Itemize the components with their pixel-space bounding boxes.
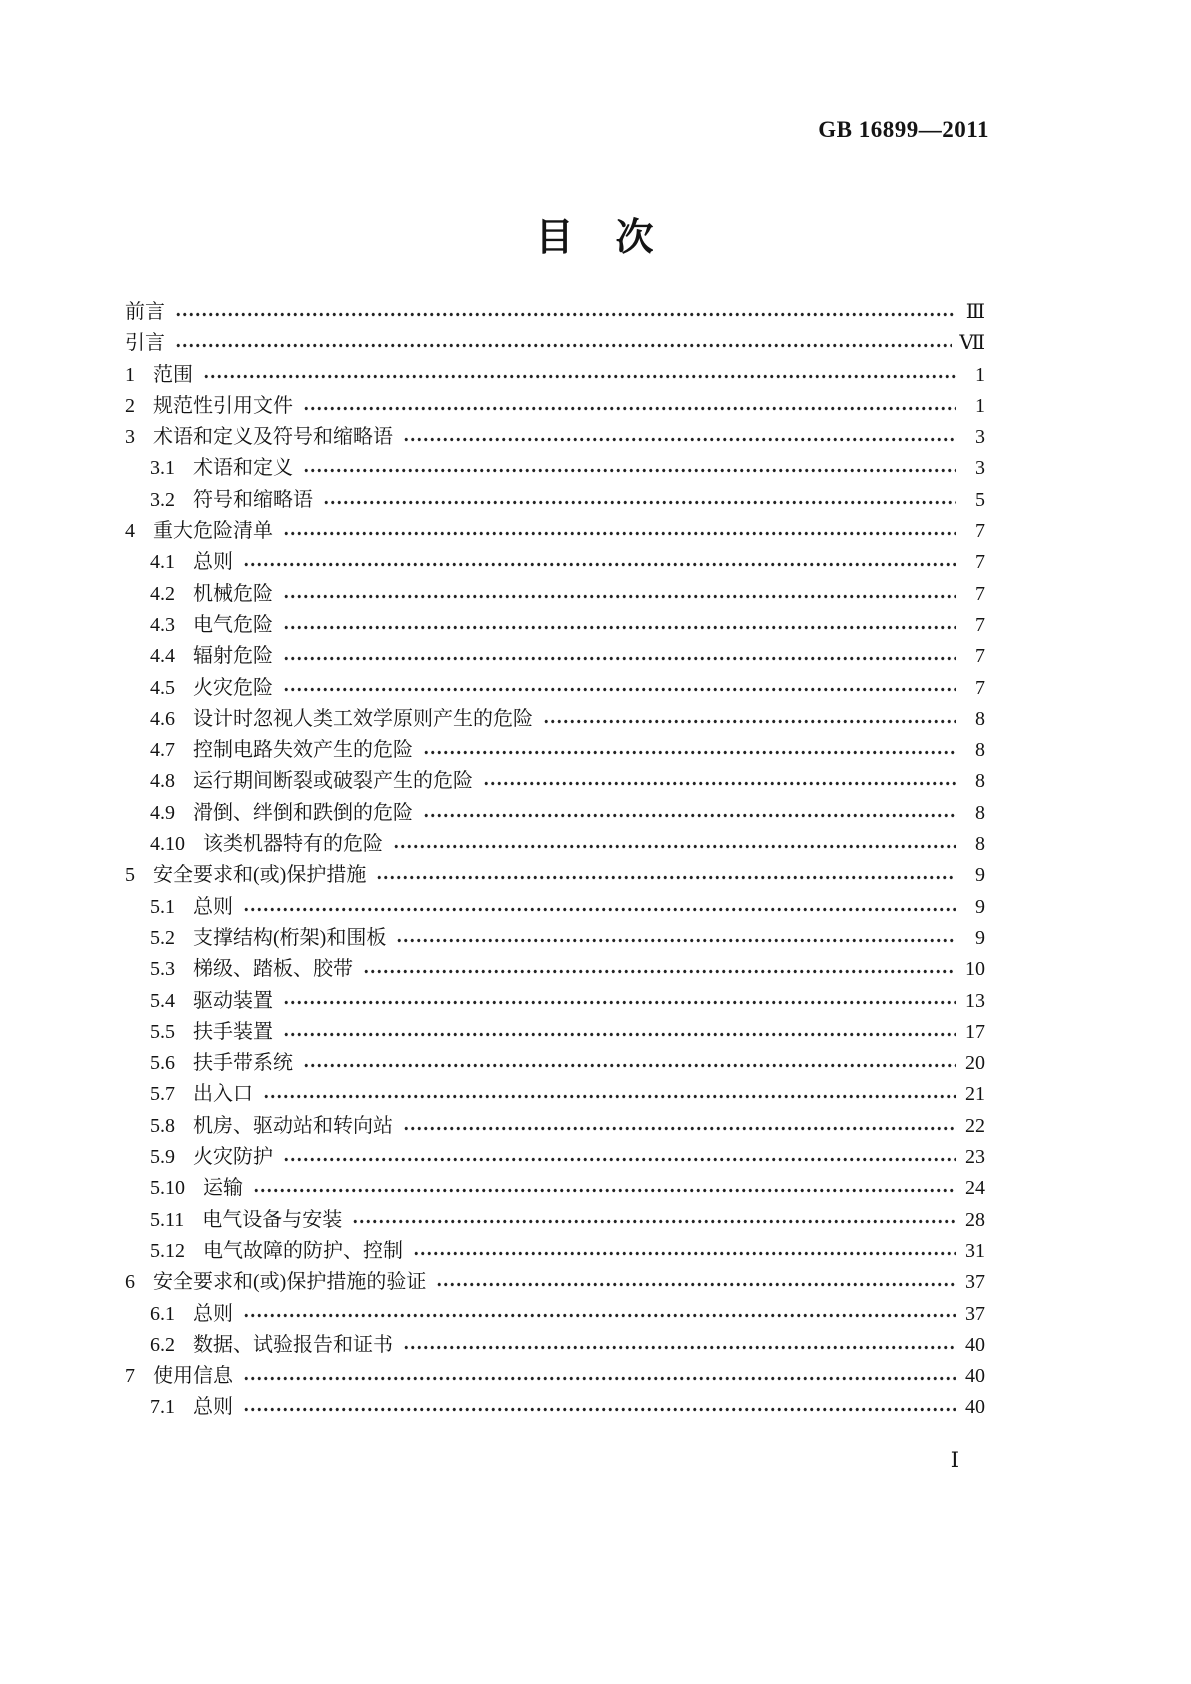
toc-entry-title: 支撑结构(桁架)和围板 [193,926,387,949]
dotted-leader [376,860,956,891]
toc-entry-number: 6 [125,1271,135,1294]
toc-entry-page: 8 [975,739,985,762]
toc-entry-title: 引言 [125,332,165,355]
dotted-leader [175,328,952,359]
toc-list [125,297,985,1424]
toc-entry-number: 1 [125,363,135,386]
toc-entry-number: 5.8 [150,1114,175,1137]
dotted-leader [283,1017,956,1048]
toc-entry-number: 6.2 [150,1333,175,1356]
dotted-leader [303,391,956,422]
toc-entry-title: 电气设备与安装 [202,1208,343,1231]
toc-entry-number: 4.3 [150,613,175,636]
toc-entry-page: 31 [965,1239,985,1262]
dotted-leader [413,1236,956,1267]
toc-entry-page: 7 [975,613,985,636]
toc-entry-title: 重大危险清单 [153,520,273,543]
dotted-leader [393,829,956,860]
toc-entry-number: 7 [125,1365,135,1388]
toc-entry-page: 37 [965,1271,985,1294]
toc-entry-number: 5.11 [150,1208,185,1231]
toc-entry-page: 10 [965,958,985,981]
toc-entry-title: 术语和定义 [193,457,293,480]
toc-entry-number: 5.9 [150,1146,175,1169]
toc-entry-title: 安全要求和(或)保护措施 [153,864,367,887]
toc-entry [125,1330,985,1361]
dotted-leader [243,892,956,923]
toc-entry [125,766,985,797]
toc-entry [125,1017,985,1048]
toc-entry-number: 4.10 [150,833,185,856]
toc-entry [125,453,985,484]
dotted-leader [283,579,956,610]
toc-entry-page: 13 [965,989,985,1012]
toc-entry [125,829,985,860]
toc-entry-number: 5 [125,864,135,887]
toc-entry-title: 安全要求和(或)保护措施的验证 [153,1271,427,1294]
toc-entry-title: 规范性引用文件 [153,394,293,417]
toc-entry-page: 1 [975,363,985,386]
toc-entry-number: 4.9 [150,801,175,824]
toc-entry-page: 21 [965,1083,985,1106]
toc-entry [125,892,985,923]
toc-entry-page: 1 [975,394,985,417]
toc-entry-page: 9 [975,864,985,887]
toc-entry-title: 扶手装置 [193,1020,273,1043]
toc-entry-page: 8 [975,770,985,793]
toc-entry [125,328,985,359]
toc-entry-page: 40 [965,1365,985,1388]
toc-entry [125,923,985,954]
toc-entry-title: 火灾危险 [193,676,273,699]
toc-entry-title: 总则 [193,895,233,918]
toc-entry-title: 梯级、踏板、胶带 [193,958,353,981]
dotted-leader [423,735,956,766]
page-title: 目 次 [535,217,656,259]
toc-entry-page: 20 [965,1052,985,1075]
toc-entry [125,986,985,1017]
dotted-leader [403,422,956,453]
dotted-leader [283,610,956,641]
dotted-leader [543,704,956,735]
toc-entry-page: 3 [975,426,985,449]
toc-entry-page: 7 [975,551,985,574]
toc-entry-number: 3.2 [150,488,175,511]
dotted-leader [243,1299,956,1330]
toc-entry-title: 电气危险 [193,613,273,636]
toc-entry-number: 4.8 [150,770,175,793]
toc-entry [125,1267,985,1298]
toc-entry-title: 数据、试验报告和证书 [193,1333,393,1356]
dotted-leader [363,954,956,985]
toc-entry-page: 28 [965,1208,985,1231]
toc-entry-number: 4 [125,520,135,543]
toc-entry-page: 3 [975,457,985,480]
toc-entry [125,1142,985,1173]
toc-entry-page: 40 [965,1333,985,1356]
toc-entry-number: 7.1 [150,1396,175,1419]
toc-entry-number: 4.7 [150,739,175,762]
toc-entry-page: 8 [975,707,985,730]
toc-entry [125,1048,985,1079]
dotted-leader [303,453,956,484]
toc-entry-number: 3 [125,426,135,449]
dotted-leader [263,1079,956,1110]
toc-entry-title: 运输 [203,1177,243,1200]
toc-entry-page: 8 [975,801,985,824]
toc-entry-page: 23 [965,1146,985,1169]
toc-entry-title: 控制电路失效产生的危险 [193,739,413,762]
toc-entry-title: 符号和缩略语 [193,488,313,511]
toc-entry-title: 术语和定义及符号和缩略语 [153,426,393,449]
toc-entry-number: 5.4 [150,989,175,1012]
dotted-leader [436,1267,956,1298]
dotted-leader [483,766,956,797]
dotted-leader [423,798,956,829]
dotted-leader [283,986,956,1017]
toc-entry [125,735,985,766]
toc-entry [125,798,985,829]
toc-entry-page: 7 [975,520,985,543]
toc-entry-title: 总则 [193,1396,233,1419]
toc-entry-title: 火灾防护 [193,1146,273,1169]
toc-entry-number: 5.12 [150,1239,185,1262]
toc-entry-page: Ⅶ [959,332,985,355]
toc-entry [125,860,985,891]
footer-page-number: Ⅰ [950,1448,959,1472]
toc-entry [125,579,985,610]
toc-entry-number: 6.1 [150,1302,175,1325]
toc-entry-title: 前言 [125,301,165,323]
toc-entry-title: 扶手带系统 [193,1052,293,1075]
toc-entry-title: 驱动装置 [193,989,273,1012]
toc-entry-page: 22 [965,1114,985,1137]
toc-entry-title: 电气故障的防护、控制 [203,1239,403,1262]
toc-entry [125,422,985,453]
dotted-leader [253,1173,956,1204]
toc-entry [125,704,985,735]
dotted-leader [352,1205,956,1236]
toc-entry [125,1236,985,1267]
dotted-leader [203,360,956,391]
toc-entry-page: 24 [965,1177,985,1200]
dotted-leader [283,641,956,672]
toc-entry [125,391,985,422]
toc-entry-title: 机械危险 [193,582,273,605]
toc-entry [125,360,985,391]
dotted-leader [403,1111,956,1142]
dotted-leader [323,485,956,516]
toc-entry-title: 滑倒、绊倒和跌倒的危险 [193,801,413,824]
toc-entry [125,1299,985,1330]
toc-entry-title: 辐射危险 [193,645,273,668]
toc-entry-page: 17 [965,1020,985,1043]
toc-entry [125,1111,985,1142]
toc-entry-page: 40 [965,1396,985,1419]
toc-entry-page: 7 [975,582,985,605]
dotted-leader [175,297,956,328]
toc-entry-number: 5.2 [150,926,175,949]
toc-entry [125,610,985,641]
toc-entry-title: 运行期间断裂或破裂产生的危险 [193,770,473,793]
toc-entry-number: 4.4 [150,645,175,668]
toc-entry-page: 5 [975,488,985,511]
toc-entry [125,641,985,672]
toc-entry-number: 3.1 [150,457,175,480]
dotted-leader [243,547,956,578]
toc-entry-title: 出入口 [193,1083,253,1106]
dotted-leader [303,1048,956,1079]
toc-entry [125,954,985,985]
toc-entry-number: 2 [125,394,135,417]
dotted-leader [403,1330,956,1361]
dotted-leader [243,1361,956,1392]
toc-entry-number: 5.3 [150,958,175,981]
toc-entry-title: 设计时忽视人类工效学原则产生的危险 [193,707,533,730]
toc-entry [125,516,985,547]
toc-entry-page: 8 [975,833,985,856]
toc-entry [125,1205,985,1236]
toc-entry-title: 总则 [193,551,233,574]
doc-code: GB 16899—2011 [818,117,989,142]
toc-entry-title: 总则 [193,1302,233,1325]
dotted-leader [283,516,956,547]
toc-entry-title: 该类机器特有的危险 [203,833,383,856]
toc-entry-page: 7 [975,676,985,699]
toc-entry-page: Ⅲ [965,301,985,323]
toc-entry-title: 范围 [153,363,193,386]
toc-entry-number: 4.6 [150,707,175,730]
toc-entry-page: 9 [975,926,985,949]
dotted-leader [396,923,956,954]
toc-entry-number: 4.2 [150,582,175,605]
toc-entry-number: 5.5 [150,1020,175,1043]
dotted-leader [283,1142,956,1173]
toc-entry-title: 使用信息 [153,1365,233,1388]
dotted-leader [243,1392,956,1423]
toc-entry-number: 5.1 [150,895,175,918]
toc-entry-number: 5.10 [150,1177,185,1200]
toc-entry [125,673,985,704]
toc-entry-number: 4.5 [150,676,175,699]
toc-entry-number: 5.6 [150,1052,175,1075]
toc-entry-page: 9 [975,895,985,918]
toc-entry [125,1392,985,1423]
toc-entry-title: 机房、驱动站和转向站 [193,1114,393,1137]
toc-entry-page: 37 [965,1302,985,1325]
dotted-leader [283,673,956,704]
toc-entry-page: 7 [975,645,985,668]
toc-entry [125,1361,985,1392]
toc-entry [125,547,985,578]
toc-entry-number: 4.1 [150,551,175,574]
toc-entry [125,1079,985,1110]
toc-entry [125,485,985,516]
toc-entry-number: 5.7 [150,1083,175,1106]
toc-entry [125,297,985,328]
toc-entry [125,1173,985,1204]
